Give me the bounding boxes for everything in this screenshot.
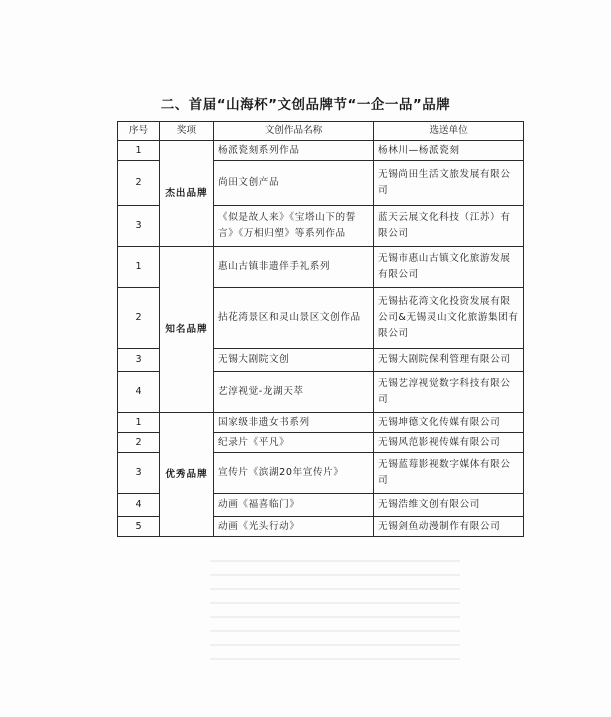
submitting-unit: 蓝天云展文化科技（江苏）有限公司 bbox=[374, 206, 524, 247]
row-number: 3 bbox=[118, 206, 160, 247]
submitting-unit: 无锡浩维文创有限公司 bbox=[374, 494, 524, 517]
work-name: 拈花湾景区和灵山景区文创作品 bbox=[214, 288, 374, 349]
work-name: 纪录片《平凡》 bbox=[214, 433, 374, 453]
work-name: 杨派瓷刻系列作品 bbox=[214, 141, 374, 161]
work-name: 动画《光头行动》 bbox=[214, 517, 374, 537]
row-number: 3 bbox=[118, 349, 160, 372]
submitting-unit: 无锡艺淳视觉数字科技有限公司 bbox=[374, 372, 524, 413]
submitting-unit: 无锡剑鱼动漫制作有限公司 bbox=[374, 517, 524, 537]
awards-table bbox=[117, 121, 524, 537]
row-number: 2 bbox=[118, 161, 160, 206]
header-number: 序号 bbox=[118, 122, 160, 141]
row-number: 3 bbox=[118, 453, 160, 494]
work-name: 宣传片《滨湖20年宣传片》 bbox=[214, 453, 374, 494]
row-number: 5 bbox=[118, 517, 160, 537]
submitting-unit: 无锡市惠山古镇文化旅游发展有限公司 bbox=[374, 247, 524, 288]
work-name: 国家级非遗女书系列 bbox=[214, 413, 374, 433]
row-number: 1 bbox=[118, 413, 160, 433]
category-label: 知名品牌 bbox=[160, 247, 214, 413]
submitting-unit: 无锡蓝莓影视数字媒体有限公司 bbox=[374, 453, 524, 494]
table-row bbox=[118, 413, 524, 433]
submitting-unit: 无锡坤德文化传媒有限公司 bbox=[374, 413, 524, 433]
table-row bbox=[118, 247, 524, 288]
work-name: 艺淳视觉-龙湖天萃 bbox=[214, 372, 374, 413]
row-number: 4 bbox=[118, 494, 160, 517]
work-name: 尚田文创产品 bbox=[214, 161, 374, 206]
row-number: 2 bbox=[118, 288, 160, 349]
work-name: 动画《福喜临门》 bbox=[214, 494, 374, 517]
category-label: 杰出品牌 bbox=[160, 141, 214, 247]
row-number: 1 bbox=[118, 141, 160, 161]
submitting-unit: 无锡尚田生活文旅发展有限公司 bbox=[374, 161, 524, 206]
submitting-unit: 杨林川—杨派瓷刻 bbox=[374, 141, 524, 161]
row-number: 4 bbox=[118, 372, 160, 413]
header-award: 奖项 bbox=[160, 122, 214, 141]
category-label: 优秀品牌 bbox=[160, 413, 214, 537]
row-number: 2 bbox=[118, 433, 160, 453]
work-name: 《似是故人来》《宝塔山下的誓言》《万相归塑》等系列作品 bbox=[214, 206, 374, 247]
work-name: 无锡大剧院文创 bbox=[214, 349, 374, 372]
table-row bbox=[118, 141, 524, 161]
work-name: 惠山古镇非遗伴手礼系列 bbox=[214, 247, 374, 288]
submitting-unit: 无锡大剧院保利管理有限公司 bbox=[374, 349, 524, 372]
submitting-unit: 无锡拈花湾文化投资发展有限公司&无锡灵山文化旅游集团有限公司 bbox=[374, 288, 524, 349]
submitting-unit: 无锡风范影视传媒有限公司 bbox=[374, 433, 524, 453]
table-header-row bbox=[118, 122, 524, 141]
page-title: 二、首届“山海杯”文创品牌节“一企一品”品牌 bbox=[160, 97, 451, 113]
row-number: 1 bbox=[118, 247, 160, 288]
header-submitting-unit: 选送单位 bbox=[374, 122, 524, 141]
bleed-through-texture bbox=[210, 560, 460, 670]
header-work-name: 文创作品名称 bbox=[214, 122, 374, 141]
